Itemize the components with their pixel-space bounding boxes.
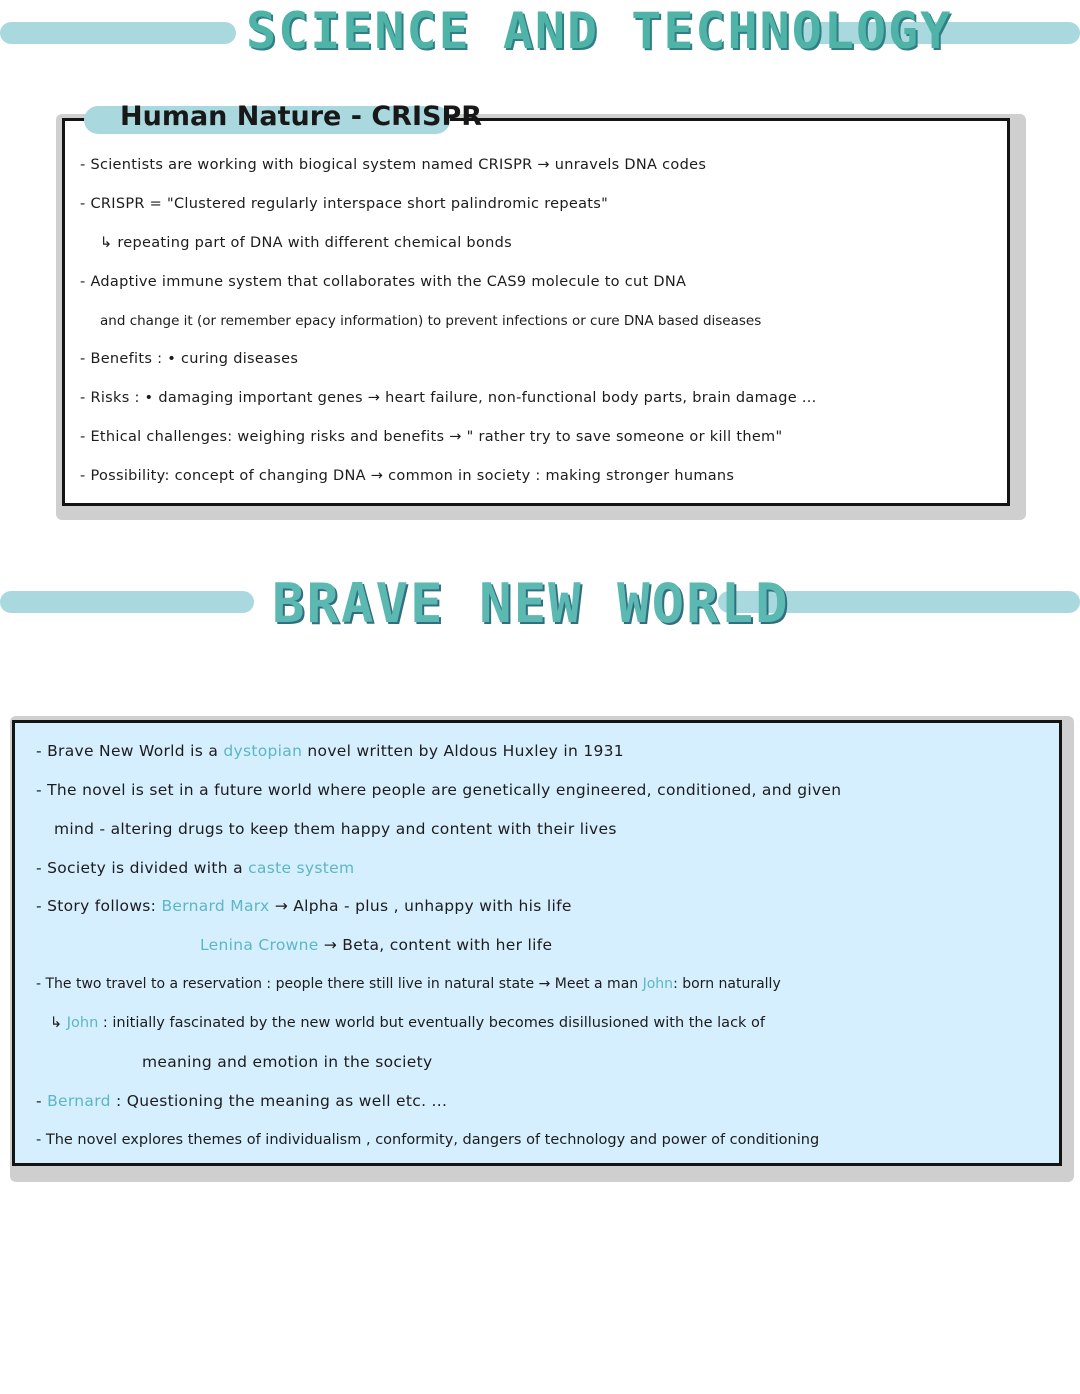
- note-line: - Possibility: concept of changing DNA → common in society : making stronger humans: [80, 468, 735, 484]
- note-line: - CRISPR = "Clustered regularly interspace short palindromic repeats": [80, 196, 609, 212]
- highlight-term: caste system: [248, 859, 355, 877]
- note-line: - Brave New World is a dystopian novel written by Aldous Huxley in 1931: [36, 742, 624, 760]
- note-line: - Society is divided with a caste system: [36, 859, 355, 877]
- note-line: Lenina Crowne → Beta, content with her life: [200, 936, 553, 954]
- note-line: ↳ John : initially fascinated by the new world but eventually becomes disillusioned with the lack of: [50, 1015, 766, 1031]
- note-line: - Story follows: Bernard Marx → Alpha - plus , unhappy with his life: [36, 897, 572, 915]
- highlight-term: dystopian: [223, 742, 303, 760]
- note-line: - Adaptive immune system that collaborates with the CAS9 molecule to cut DNA: [80, 274, 687, 290]
- note-line: - The novel explores themes of individualism , conformity, dangers of technology and power of conditioning: [36, 1132, 820, 1148]
- note-line: - The two travel to a reservation : people there still live in natural state → Meet a man John: born naturally: [36, 976, 781, 992]
- highlight-term: Bernard: [47, 1092, 111, 1110]
- highlight-term: John: [642, 976, 674, 992]
- note-line: - Benefits : • curing diseases: [80, 351, 299, 367]
- header-bar-left: [0, 22, 236, 44]
- note-line: meaning and emotion in the society: [142, 1053, 433, 1071]
- note-line: - Ethical challenges: weighing risks and benefits → " rather try to save someone or kill them": [80, 429, 783, 445]
- highlight-term: Bernard Marx: [161, 897, 270, 915]
- section-title: BRAVE NEW WORLD: [272, 572, 790, 635]
- header-bar-left: [0, 591, 254, 613]
- section-subtitle: Human Nature - CRISPR: [120, 101, 483, 132]
- page-title: SCIENCE AND TECHNOLOGY: [246, 2, 953, 60]
- note-line: mind - altering drugs to keep them happy and content with their lives: [54, 820, 617, 838]
- note-line: - Risks : • damaging important genes → heart failure, non-functional body parts, brain damage ...: [80, 390, 817, 406]
- highlight-term: John: [66, 1015, 99, 1031]
- note-line: - Bernard : Questioning the meaning as well etc. ...: [36, 1092, 448, 1110]
- note-line: ↳ repeating part of DNA with different chemical bonds: [100, 235, 512, 251]
- note-line: - The novel is set in a future world where people are genetically engineered, conditioned, and given: [36, 781, 842, 799]
- note-line: and change it (or remember epacy information) to prevent infections or cure DNA based diseases: [100, 313, 762, 329]
- note-line: - Scientists are working with biogical system named CRISPR → unravels DNA codes: [80, 157, 707, 173]
- highlight-term: Lenina Crowne: [200, 936, 319, 954]
